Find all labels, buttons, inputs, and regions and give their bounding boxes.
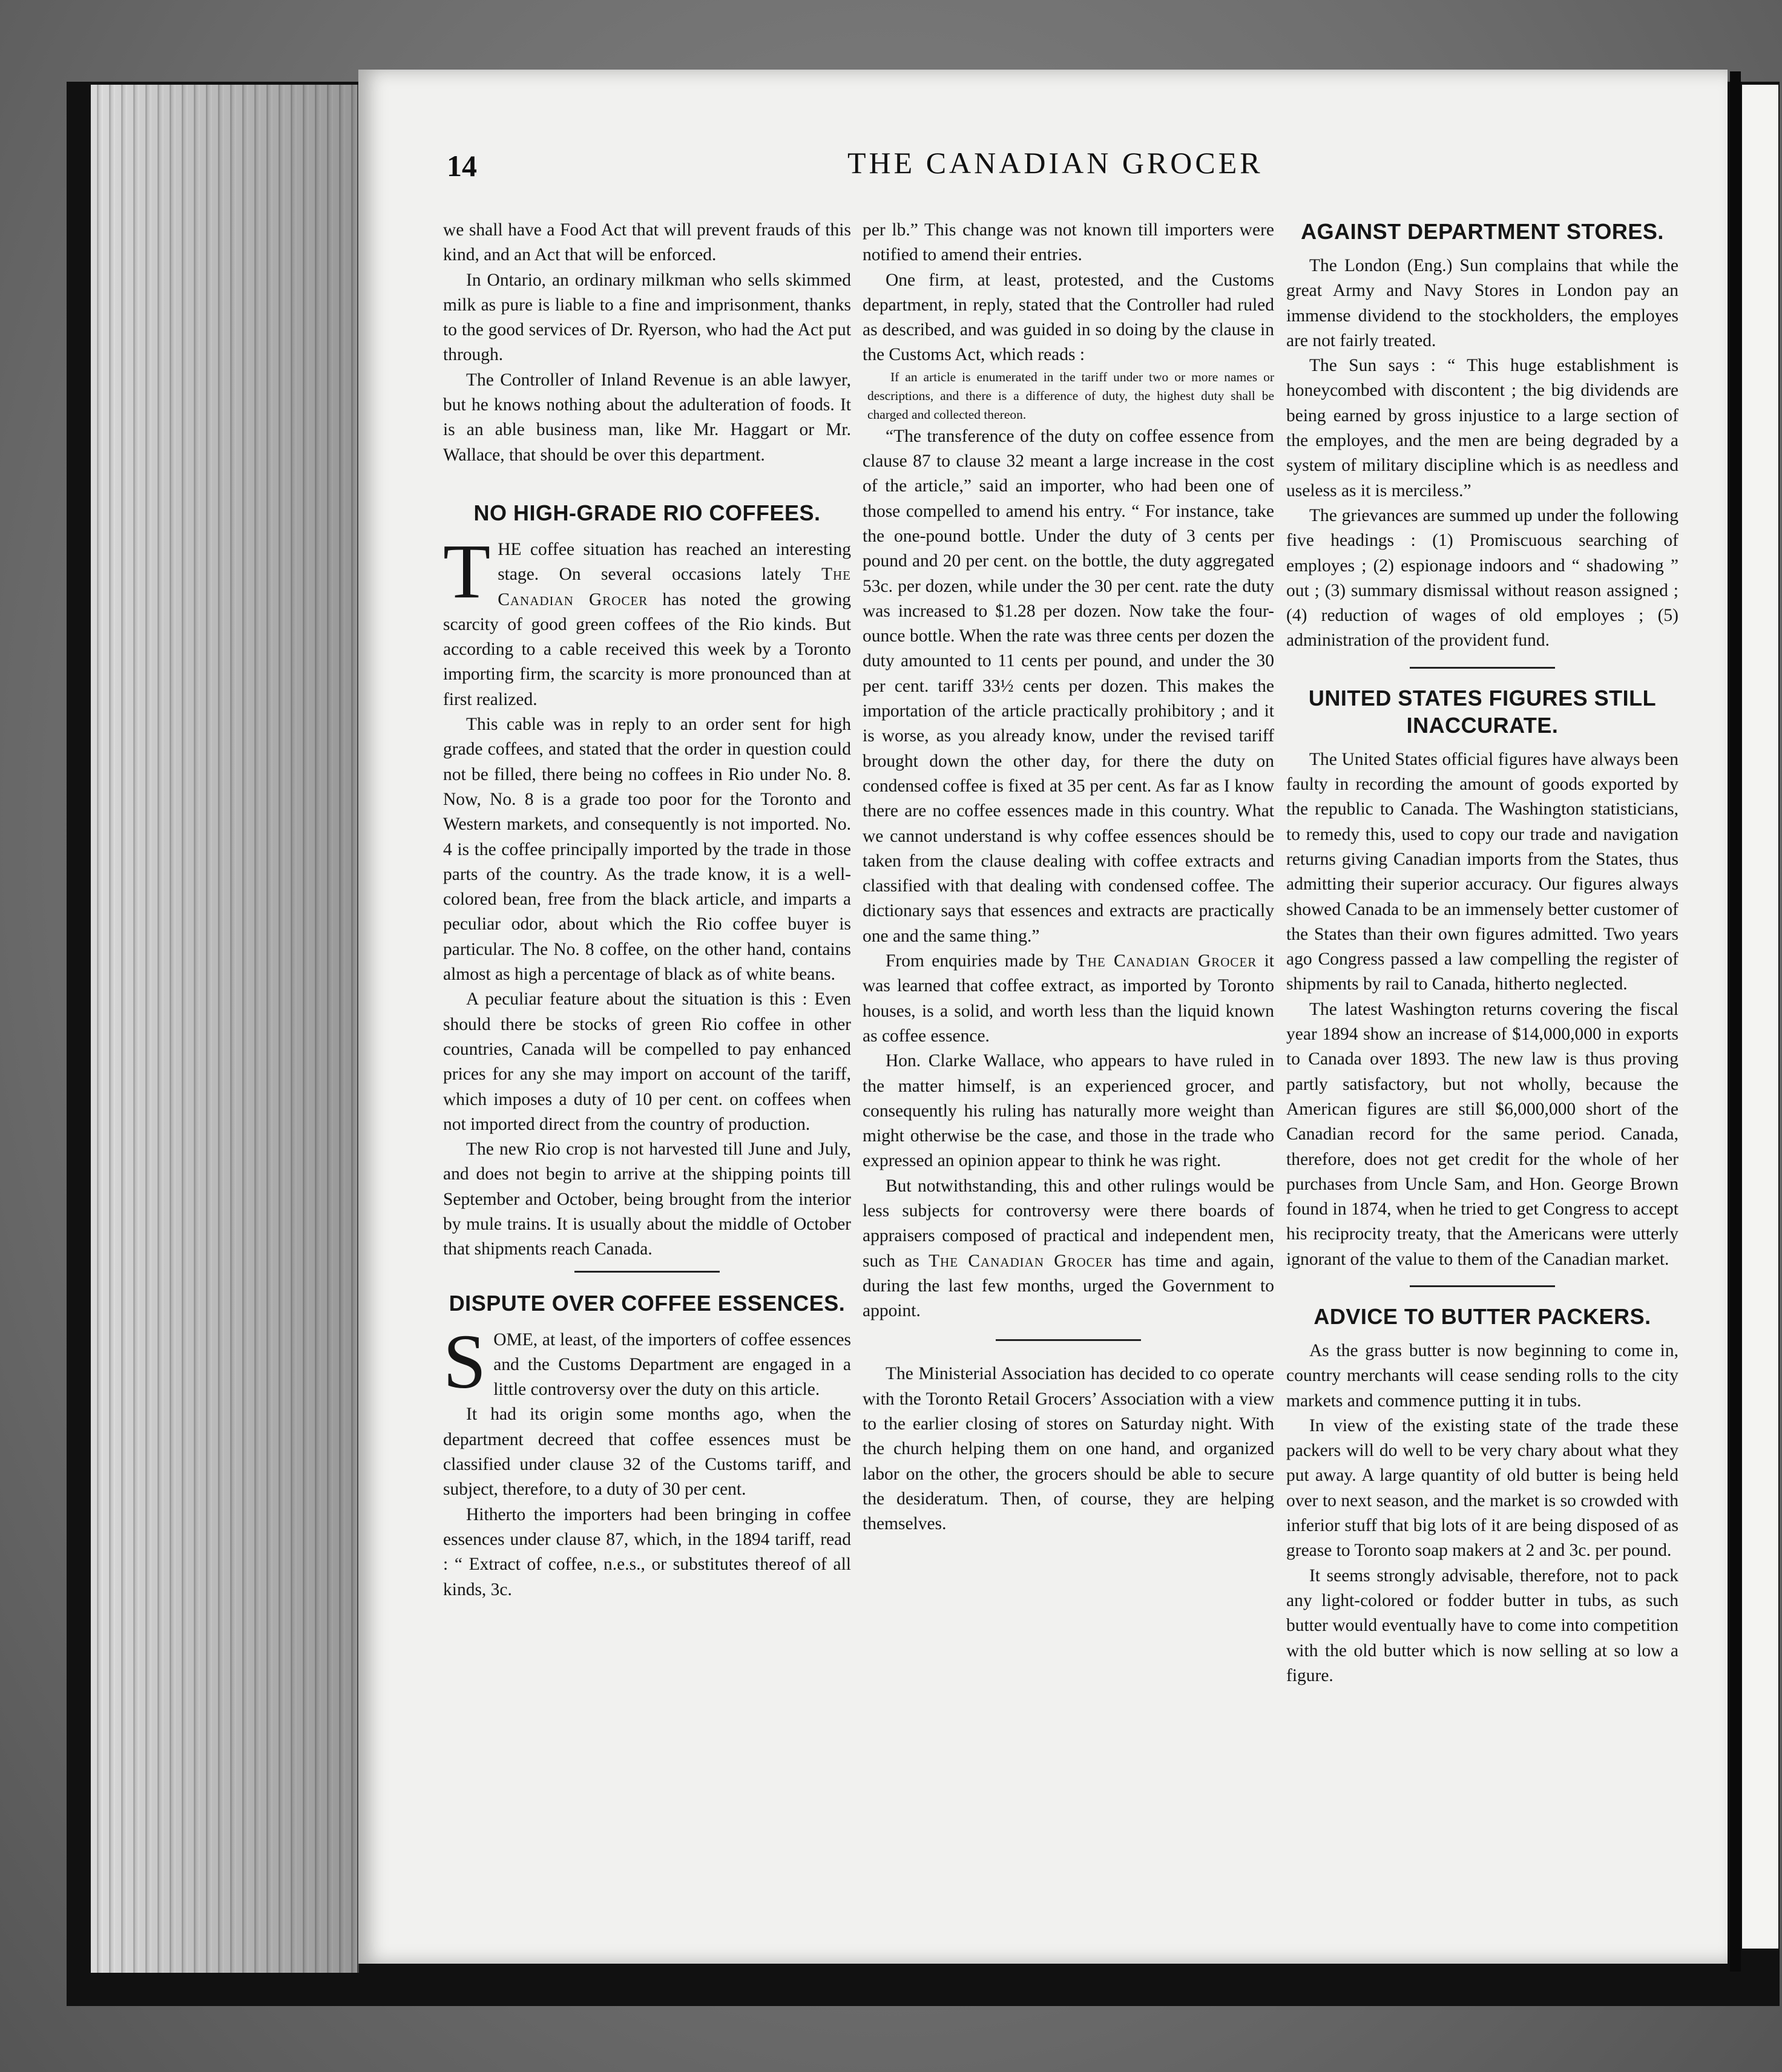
headline-line: INACCURATE. [1406,712,1559,738]
headline [1286,684,1678,739]
text-span: HE coffee situation has reached an interesting stage. On several occasions lately [498,539,851,585]
paragraph: The latest Washington returns covering the fiscal year 1894 show an increase of $14,000,000 in exports to Canada over 1893. The new law is thus proving partly satisfactory, but not wholly, because the American figures are still $6,000,000 short of the Canadian record for the same period. Canada, therefore, does not get credit for the whole of her purchases from Uncle Sam, and Hon. George Brown found in 1874, when he tried to get Congress to accept his reciprocity treaty, that the Americans were utterly ignorant of the value to them of the Canadian market. [1286,999,1678,1269]
paragraph: In Ontario, an ordinary milkman who sells skimmed milk as pure is liable to a fine and imprisonment, thanks to the good services of Dr. Ryerson, who had the Act put through. [443,270,851,365]
paragraph: As the grass butter is now beginning to come in, country merchants will cease sending rolls to the city markets and commence putting it in tubs. [1286,1340,1678,1411]
paragraph: The new Rio crop is not harvested till June and July, and does not begin to arrive at the shipping points till September and October, being brought from the interior by mule trains. It is usually about the middle of October that shipments reach Canada. [443,1139,851,1259]
section-rule [574,1271,720,1273]
text-span: it was learned that coffee extract, as imported by Toronto houses, is a solid, and worth less than the liquid known as coffee essence. [863,951,1274,1046]
page-stack-edge [91,85,359,1973]
section-rule [1410,667,1555,669]
paragraph: we shall have a Food Act that will prevent frauds of this kind, and an Act that will be enforced. [443,220,851,265]
paragraph [863,1174,1274,1324]
drop-cap: T [443,528,491,614]
publication-name: The Canadian Grocer [929,1251,1113,1271]
paragraph: The London (Eng.) Sun complains that while the great Army and Navy Stores in London pay an immense dividend to the stockholders, the employes are not fairly treated. [1286,256,1678,350]
paragraph: The United States official figures have always been faulty in recording the amount of goods exported by the republic to Canada. The Washington statisticians, to remedy this, used to copy our trade and navigation returns giving Canadian imports from the States, thus admitting their superior accuracy. Our figures always showed Canada to be an immensely better customer of the States than their own figures admitted. Two years ago Congress passed a law compelling the register of shipments by rail to Canada, hitherto neglected. [1286,749,1678,994]
text-span: From enquiries made by [886,951,1076,971]
paragraph: It had its origin some months ago, when the department decreed that coffee essences must be classified under clause 32 of the Customs tariff, and subject, therefore, to a duty of 30 per cent. [443,1405,851,1500]
paragraph [443,528,851,712]
headline: NO HIGH-GRADE RIO COFFEES. [473,500,821,525]
paragraph: In view of the existing state of the trade these packers will do well to be very chary about what they put away. A large quantity of old butter is being held over to next season, and the market is so crowded with inferior stuff that big lots of it are being disposed of as grease to Toronto soap makers at 2 and 3c. per pound. [1286,1415,1678,1561]
section-rule [1410,1285,1555,1287]
text-span: has noted the growing scarcity of good green coffees of the Rio kinds. But according to a cable received this week by a Toronto importing firm, the scarcity is more pronounced than at first realized. [443,589,851,709]
facing-page-sliver [1742,85,1778,1949]
headline-line: UNITED STATES FIGURES STILL [1308,685,1657,710]
quoted-clause: If an article is enumerated in the tariff under two or more names or descriptions, and there is a difference of duty, the highest duty shall be charged and collected thereon. [867,369,1274,422]
paragraph: This cable was in reply to an order sent for high grade coffees, and stated that the order in question could not be filled, there being no coffees in Rio under No. 8. Now, No. 8 is a grade too poor for the Toronto and Western markets, and consequently is not imported. No. 4 is the coffee principally imported by the trade in those parts of the country. As the trade know, it is a well-colored bean, free from the black article, and imparts a peculiar odor, about which the Rio coffee buyer is particular. The No. 8 coffee, on the other hand, contains almost as high a percentage of black as of white beans. [443,715,851,985]
headline: ADVICE TO BUTTER PACKERS. [1313,1303,1651,1329]
page-stack-shadow [91,85,357,1973]
drop-cap: S [443,1318,487,1405]
text-span: OME, at least, of the importers of coffee essences and the Customs Department are engaged in a little controversy over the duty on this article. [493,1329,851,1400]
paragraph: The Controller of Inland Revenue is an able lawyer, but he knows nothing about the adulteration of foods. It is an able business man, like Mr. Haggart or Mr. Wallace, that should be over this department. [443,370,851,465]
paragraph: per lb.” This change was not known till importers were notified to amend their entries. [863,220,1274,265]
paragraph [443,1318,851,1405]
article-butter-packers [1286,1303,1678,1688]
paragraph: “The transference of the duty on coffee essence from clause 87 to clause 32 meant a large increase in the cost of the article,” said an importer, who had been one of those compelled to amend his entry. “ For instance, take the one-pound bottle. Under the duty of 3 cents per pound and 20 per cent. on the bottle, the duty aggregated 53c. per dozen, while under the 30 per cent. rate the duty was increased to $1.28 per dozen. Now take the four-ounce bottle. When the rate was three cents per dozen the duty amounted to 11 cents per pound, and under the 30 per cent. tariff 33½ cents per dozen. This makes the importation of the article practically prohibitory ; and it is worse, as you already know, under the revised tariff brought down the other day, for there the duty on condensed coffee is fixed at 35 per cent. As far as I know there are no coffee essences made in this country. What we cannot understand is why coffee essences should be taken from the clause dealing with coffee extracts and classified with that dealing with condensed coffee. The dictionary says that essences and extracts are practically one and the same thing.” [863,426,1274,946]
publication-name: The Canadian Grocer [498,565,851,609]
article-dispute-coffee-essences [443,1290,851,1602]
article-us-figures [1286,684,1678,1272]
paragraph [863,949,1274,1049]
publication-name: The Canadian Grocer [1076,951,1257,971]
column-3 [1286,218,1678,1688]
article-rio-coffees [443,499,851,1262]
column-2 [863,218,1274,1537]
paragraph: A peculiar feature about the situation is this : Even should there be stocks of green Rio coffee in other countries, Canada will be compelled to pay enhanced prices for any she may import on account of the tariff, which imposes a duty of 10 per cent. on coffees when not imported direct from the country of production. [443,989,851,1134]
page-right-edge [1730,71,1741,1972]
article-department-stores [1286,218,1678,654]
paragraph: The grievances are summed up under the following five headings : (1) Promiscuous searching of employes ; (2) espionage indoors and “ shadowing ” out ; (3) summary dismissal without reason assigned ; (4) reduction of wages of old employes ; (5) administration of the provident fund. [1286,505,1678,651]
text-span: has time and again, during the last few months, urged the Government to appoint. [863,1251,1275,1321]
paragraph: Hon. Clarke Wallace, who appears to have ruled in the matter himself, is an experienced grocer, and consequently his ruling has naturally more weight than might otherwise be the case, and those in the trade who expressed an opinion appear to think he was right. [863,1051,1274,1171]
page-number: 14 [447,149,477,183]
paragraph: One firm, at least, protested, and the Customs department, in reply, stated that the Controller had ruled as described, and was guided in so doing by the clause in the Customs Act, which reads : [863,270,1274,365]
column-1 [443,218,851,1602]
paragraph: The Sun says : “ This huge establishment is honeycombed with discontent ; the big dividends are being earned by gross injustice to a large section of the employes, and the men are being degraded by a system of military discipline which is as needless and useless as it is merciless.” [1286,356,1678,500]
section-rule [996,1339,1141,1341]
paragraph: The Ministerial Association has decided to co operate with the Toronto Retail Grocers’ Association with a view to the earlier closing of stores on Saturday night. With the church helping them on one hand, and organized labor on the other, the grocers should be able to secure the desideratum. Then, of course, they are helping themselves. [863,1364,1274,1534]
text-span: But notwithstanding, this and other rulings would be less subjects for controversy were there boards of appraisers composed of practical and independent men, such as [863,1176,1274,1271]
paragraph: It seems strongly advisable, therefore, not to pack any light-colored or fodder butter in tubs, as such butter would eventually have to come into competition with the old butter which is now selling at so low a figure. [1286,1565,1678,1685]
headline: DISPUTE OVER COFFEE ESSENCES. [449,1290,846,1316]
paragraph: Hitherto the importers had been bringing in coffee essences under clause 87, which, in the 1894 tariff, read : “ Extract of coffee, n.e.s., or substitutes thereof of all kinds, 3c. [443,1504,851,1599]
running-head: THE CANADIAN GROCER [847,146,1263,180]
headline: AGAINST DEPARTMENT STORES. [1301,219,1664,244]
